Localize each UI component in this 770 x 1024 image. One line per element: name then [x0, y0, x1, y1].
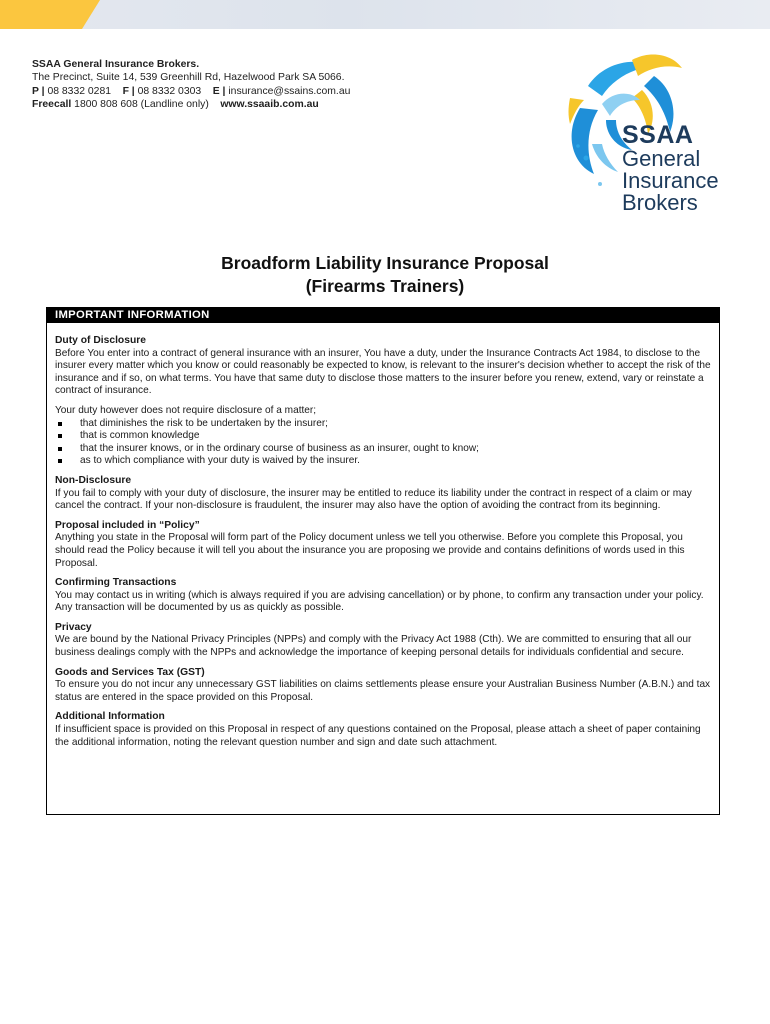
section-heading: Privacy [55, 621, 92, 633]
disclosure-exceptions-list [55, 418, 711, 468]
email-address[interactable]: insurance@ssains.com.au [228, 85, 351, 97]
logo-insurance: Insurance [622, 168, 719, 193]
title-line-1: Broadform Liability Insurance Proposal [221, 253, 549, 273]
non-disclosure-section [55, 475, 711, 513]
company-name: SSAA General Insurance Brokers. [32, 59, 200, 70]
logo-ssaa: SSAA [622, 121, 694, 149]
section-text: If you fail to comply with your duty of disclosure, the insurer may be entitled to reduce its liability under the contract in respect of a claim or may cancel the contract. If your non-disclosure is fraudulent, the insurer may also have the option of avoiding the contract from its beginning. [55, 487, 692, 512]
phone-number: 08 8332 0281 [47, 85, 111, 97]
important-information-box [46, 307, 720, 815]
website-link[interactable]: www.ssaaib.com.au [220, 99, 319, 111]
section-text: You may contact us in writing (which is always required if you are advising cancellation) or by phone, to confirm any transaction under your policy. Any transaction will be documented by us as quickly as possible. [55, 589, 704, 614]
freecall-label: Freecall [32, 99, 72, 111]
section-heading: Goods and Services Tax (GST) [55, 666, 205, 678]
company-address: The Precinct, Suite 14, 539 Greenhill Rd, Hazelwood Park SA 5066. [32, 72, 345, 84]
company-freecall-line [32, 98, 350, 111]
fax-number: 08 8332 0303 [137, 85, 202, 97]
section-text: We are bound by the National Privacy Principles (NPPs) and comply with the Privacy Act 1988 (Cth). We are committed to ensuring that all our business dealings comply with the NPPs and acknowledge the importance of keeping personal details for individuals confidential and secure. [55, 634, 692, 659]
logo-general: General [622, 146, 701, 171]
important-information-header: IMPORTANT INFORMATION [47, 308, 719, 323]
company-contact-line [32, 85, 350, 98]
title-line-2: (Firearms Trainers) [305, 276, 465, 296]
section-text: Before You enter into a contract of general insurance with an insurer, You have a duty, under the Insurance Contracts Act 1984, to disclose to the insurer every matter which you know or could reasonably be expected to know, is relevant to the insurer's decision whether to accept the risk of the insurance and if so, on what terms. You have that same duty to disclose those matters to the insurer before you renew, extend, vary or reinstate a contract of insurance. [55, 347, 711, 397]
duty-of-disclosure-section [55, 335, 711, 468]
section-heading: Additional Information [55, 711, 165, 723]
section-text: Anything you state in the Proposal will form part of the Policy document unless we tell you otherwise. Before you complete this Proposal, you should read the Policy because it will tell you about the insurance you are proposing we provide and contains definitions of words used in this Proposal. [55, 532, 685, 569]
freecall-number: 1800 808 608 (Landline only) [74, 99, 209, 111]
banner-yellow-tab [0, 0, 82, 29]
section-text: To ensure you do not incur any unnecessary GST liabilities on claims settlements please ensure your Australian Business Number (A.B.N.) and tax status are entered in the space provided on this Proposal. [55, 679, 711, 703]
section-text: If insufficient space is provided on this Proposal in respect of any questions contained on the Proposal, please attach a sheet of paper containing the additional information, noting the relevant question number and sign and date such attachment. [55, 724, 701, 748]
company-details [32, 58, 350, 112]
privacy-section [55, 622, 711, 660]
gst-section [55, 667, 711, 705]
list-item: as to which compliance with your duty is waived by the insurer. [55, 455, 711, 468]
logo-brokers: Brokers [622, 190, 698, 215]
section-heading: Non-Disclosure [55, 474, 132, 486]
fax-label: F | [122, 85, 135, 97]
important-information-body [47, 323, 719, 749]
confirming-transactions-section [55, 577, 711, 615]
list-item: that diminishes the risk to be undertaken by the insurer; [55, 418, 711, 431]
top-banner [0, 0, 770, 29]
section-heading: Duty of Disclosure [55, 335, 146, 346]
section-heading: Proposal included in “Policy” [55, 519, 200, 531]
list-item: that is common knowledge [55, 430, 711, 443]
section-intro: Your duty however does not require disclosure of a matter; [55, 404, 317, 416]
phone-label: P | [32, 85, 45, 97]
proposal-included-section [55, 520, 711, 570]
additional-information-section [55, 711, 711, 749]
section-heading: Confirming Transactions [55, 577, 177, 589]
logo-wordmark [622, 122, 719, 214]
email-label: E | [212, 85, 226, 97]
list-item: that the insurer knows, or in the ordinary course of business as an insurer, ought to know; [55, 443, 711, 456]
document-title [0, 252, 770, 298]
